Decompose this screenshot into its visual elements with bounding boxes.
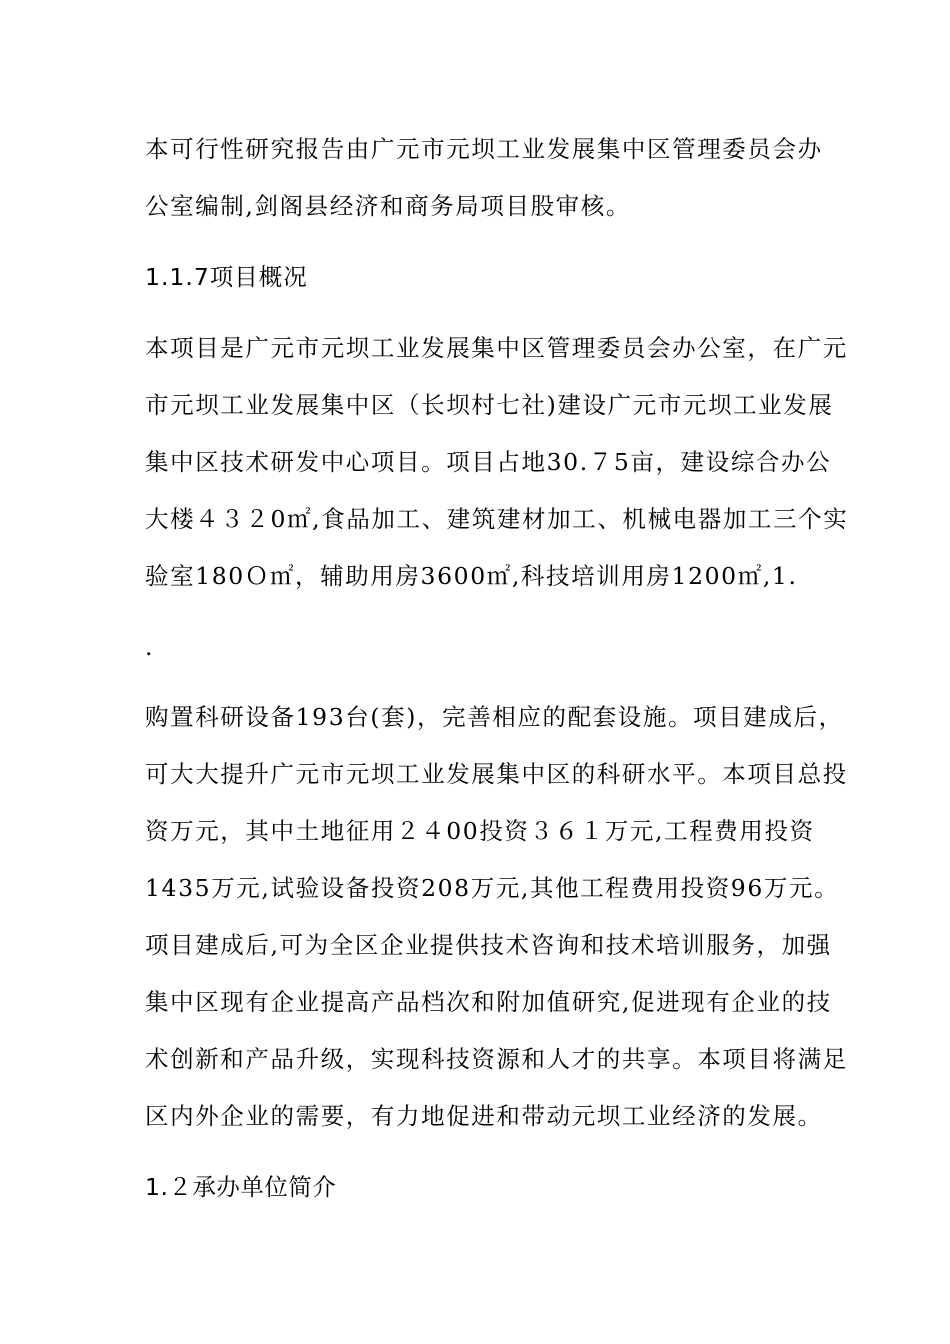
section-heading-1-1-7: 1.1.7项目概况 [145,263,308,291]
paragraph-line-7: 验室180Ｏ㎡，辅助用房3600㎡,科技培训用房1200㎡,1. [145,562,798,590]
section-heading-1-2: 1.２承办单位简介 [145,1173,337,1201]
paragraph-line-13: 项目建成后,可为全区企业提供技术咨询和技术培训服务，加强 [145,931,832,959]
paragraph-line-15: 术创新和产品升级，实现科技资源和人才的共享。本项目将满足 [145,1045,848,1073]
paragraph-line-12: 1435万元,试验设备投资208万元,其他工程费用投资96万元。 [145,874,840,902]
paragraph-line-2: 公室编制,剑阁县经济和商务局项目股审核。 [145,192,631,220]
paragraph-line-14: 集中区现有企业提高产品档次和附加值研究,促进现有企业的技 [145,988,832,1016]
paragraph-line-9: 购置科研设备193台(套)，完善相应的配套设施。项目建成后， [145,703,844,731]
paragraph-line-16: 区内外企业的需要，有力地促进和带动元坝工业经济的发展。 [145,1102,823,1130]
paragraph-line-5: 集中区技术研发中心项目。项目占地30.７5亩，建设综合办公 [145,448,832,476]
paragraph-line-11: 资万元，其中土地征用２４00投资３６１万元,工程费用投资 [145,817,815,845]
paragraph-line-4: 市元坝工业发展集中区（长坝村七社)建设广元市元坝工业发展 [145,391,834,419]
paragraph-line-10: 可大大提升广元市元坝工业发展集中区的科研水平。本项目总投 [145,760,848,788]
paragraph-line-8: . [145,633,155,661]
paragraph-line-6: 大楼４３２0㎡,食品加工、建筑建材加工、机械电器加工三个实 [145,505,849,533]
paragraph-line-3: 本项目是广元市元坝工业发展集中区管理委员会办公室，在广元 [145,334,848,362]
paragraph-line-1: 本可行性研究报告由广元市元坝工业发展集中区管理委员会办 [145,135,823,163]
